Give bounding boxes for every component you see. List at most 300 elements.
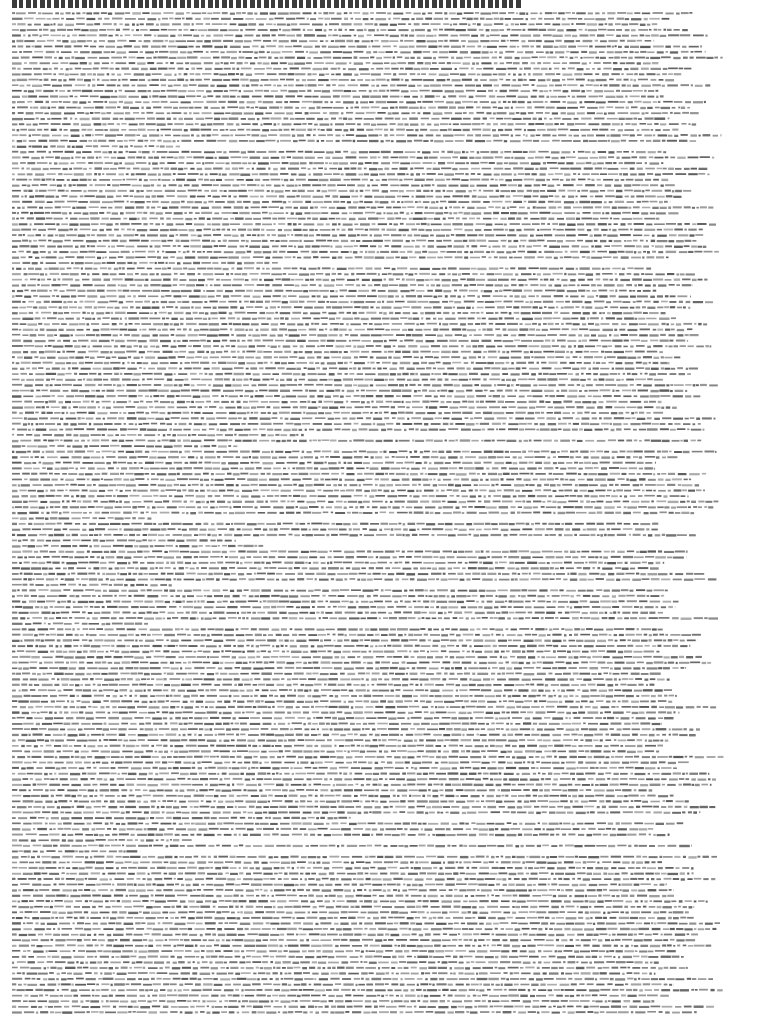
text-stroke — [575, 201, 578, 203]
text-stroke — [548, 174, 553, 176]
text-stroke — [324, 173, 332, 175]
text-stroke — [458, 107, 465, 109]
text-stroke — [550, 101, 560, 103]
text-stroke — [314, 124, 318, 126]
text-stroke — [483, 201, 490, 203]
text-stroke — [573, 323, 580, 325]
text-stroke — [596, 295, 598, 297]
text-stroke — [136, 162, 147, 164]
text-stroke — [368, 284, 373, 286]
text-stroke — [81, 273, 86, 275]
text-stroke — [493, 112, 496, 114]
text-stroke — [318, 12, 321, 14]
text-stroke — [292, 157, 303, 159]
text-stroke — [548, 307, 554, 309]
text-stroke — [424, 212, 435, 214]
text-stroke — [483, 118, 487, 120]
text-stroke — [280, 62, 287, 64]
text-stroke — [667, 273, 674, 275]
text-stroke — [12, 329, 18, 331]
text-stroke — [272, 262, 278, 264]
text-stroke — [399, 284, 408, 286]
text-stroke — [235, 290, 245, 292]
text-stroke — [615, 345, 622, 347]
text-stroke — [554, 201, 561, 203]
text-stroke — [271, 190, 273, 192]
text-stroke — [518, 173, 524, 175]
text-stroke — [364, 29, 367, 31]
text-stroke — [318, 301, 325, 303]
text-stroke — [472, 195, 477, 197]
text-stroke — [504, 296, 507, 298]
text-stroke — [482, 256, 486, 258]
text-stroke — [472, 273, 477, 275]
text-stroke — [374, 35, 384, 37]
text-stroke — [637, 134, 642, 136]
text-stroke — [99, 57, 109, 59]
text-stroke — [293, 256, 296, 258]
text-stroke — [114, 151, 117, 153]
text-stroke — [224, 90, 228, 92]
text-stroke — [353, 345, 356, 347]
text-stroke — [220, 190, 223, 192]
text-stroke — [169, 151, 179, 153]
text-stroke — [595, 196, 603, 198]
text-stroke — [640, 46, 651, 48]
text-stroke — [245, 207, 249, 209]
text-stroke — [190, 29, 194, 31]
text-stroke — [168, 79, 176, 81]
text-stroke — [216, 295, 221, 297]
text-stroke — [284, 129, 290, 131]
text-stroke — [259, 107, 267, 109]
text-stroke — [476, 106, 480, 108]
text-stroke — [265, 290, 272, 292]
text-stroke — [338, 85, 345, 87]
text-stroke — [309, 235, 314, 237]
text-stroke — [657, 295, 663, 297]
text-stroke — [480, 101, 489, 103]
text-stroke — [41, 284, 50, 286]
text-stroke — [189, 340, 199, 342]
text-stroke — [691, 246, 697, 248]
text-stroke — [621, 256, 629, 258]
text-stroke — [223, 23, 227, 25]
text-stroke — [442, 85, 452, 87]
text-stroke — [390, 107, 394, 109]
text-stroke — [181, 240, 190, 242]
text-stroke — [525, 323, 531, 325]
text-stroke — [235, 312, 246, 314]
text-stroke — [72, 34, 77, 36]
text-stroke — [35, 317, 41, 319]
text-stroke — [85, 318, 91, 320]
text-stroke — [319, 284, 322, 286]
text-stroke — [493, 218, 498, 220]
text-stroke — [40, 251, 46, 253]
text-stroke — [241, 234, 245, 236]
text-stroke — [455, 334, 462, 336]
text-stroke — [364, 201, 373, 203]
text-stroke — [407, 301, 416, 303]
text-stroke — [133, 34, 142, 36]
text-stroke — [223, 79, 230, 81]
text-stroke — [408, 318, 412, 320]
text-stroke — [127, 346, 132, 348]
text-stroke — [482, 340, 492, 342]
text-stroke — [633, 90, 643, 92]
text-stroke — [149, 134, 159, 136]
text-stroke — [625, 46, 629, 48]
text-stroke — [525, 173, 530, 175]
text-stroke — [392, 112, 399, 114]
text-stroke — [638, 118, 642, 120]
text-stroke — [554, 295, 563, 297]
text-stroke — [529, 345, 540, 347]
text-stroke — [82, 135, 84, 137]
text-stroke — [186, 312, 191, 314]
text-stroke — [365, 251, 367, 253]
text-stroke — [460, 74, 466, 76]
text-stroke — [394, 212, 398, 214]
text-stroke — [274, 57, 278, 59]
text-stroke — [144, 179, 148, 181]
text-stroke — [653, 329, 657, 331]
text-stroke — [327, 301, 330, 303]
text-stroke — [107, 184, 110, 186]
text-stroke — [364, 173, 369, 175]
text-stroke — [688, 123, 690, 125]
text-stroke — [374, 284, 380, 286]
text-stroke — [88, 140, 92, 142]
text-stroke — [88, 162, 93, 164]
text-stroke — [66, 234, 76, 236]
text-stroke — [518, 101, 525, 103]
text-stroke — [265, 301, 270, 303]
text-stroke — [663, 129, 670, 131]
text-stroke — [580, 251, 590, 253]
text-stroke — [495, 90, 497, 92]
text-stroke — [166, 318, 169, 320]
text-stroke — [55, 234, 58, 236]
text-stroke — [399, 229, 409, 231]
text-stroke — [461, 40, 466, 42]
text-stroke — [391, 245, 401, 247]
text-stroke — [65, 151, 74, 153]
text-stroke — [188, 46, 193, 48]
text-stroke — [645, 40, 652, 42]
text-stroke — [379, 24, 388, 26]
text-stroke — [371, 106, 380, 108]
text-stroke — [604, 245, 610, 247]
text-stroke — [305, 245, 310, 247]
text-stroke — [438, 162, 445, 164]
text-stroke — [138, 151, 141, 153]
text-stroke — [246, 179, 253, 181]
text-stroke — [295, 279, 303, 281]
text-stroke — [296, 79, 299, 81]
text-stroke — [477, 301, 484, 303]
text-stroke — [127, 262, 132, 264]
text-stroke — [345, 334, 349, 336]
text-stroke — [59, 234, 65, 236]
text-stroke — [310, 279, 314, 281]
text-stroke — [271, 323, 278, 325]
text-stroke — [303, 223, 314, 225]
text-stroke — [576, 12, 585, 14]
text-stroke — [531, 13, 538, 15]
text-stroke — [64, 312, 69, 314]
text-stroke — [521, 90, 530, 92]
text-stroke — [302, 184, 311, 186]
text-stroke — [309, 174, 311, 176]
text-stroke — [465, 229, 473, 231]
text-stroke — [595, 18, 605, 20]
text-stroke — [660, 340, 669, 342]
text-stroke — [631, 196, 635, 198]
text-stroke — [639, 156, 646, 158]
text-stroke — [48, 190, 57, 192]
text-stroke — [480, 34, 484, 36]
text-stroke — [296, 18, 305, 20]
text-stroke — [685, 334, 689, 336]
text-stroke — [368, 251, 375, 253]
text-stroke — [259, 24, 264, 26]
text-stroke — [560, 257, 563, 259]
text-stroke — [216, 179, 222, 181]
text-stroke — [80, 95, 88, 97]
text-stroke — [509, 312, 512, 314]
text-stroke — [430, 129, 439, 131]
text-stroke — [222, 107, 225, 109]
text-stroke — [150, 68, 157, 70]
text-stroke — [549, 90, 551, 92]
text-stroke — [78, 340, 88, 342]
text-stroke — [672, 129, 678, 131]
text-stroke — [130, 290, 140, 292]
text-stroke — [491, 29, 499, 31]
text-stroke — [284, 101, 288, 103]
text-stroke — [167, 223, 174, 225]
text-stroke — [190, 168, 194, 170]
text-stroke — [117, 134, 123, 136]
text-stroke — [265, 140, 275, 142]
text-stroke — [629, 140, 638, 142]
text-stroke — [401, 201, 403, 203]
text-stroke — [703, 323, 707, 325]
text-stroke — [167, 112, 170, 114]
text-stroke — [183, 268, 187, 270]
text-stroke — [140, 23, 144, 25]
text-stroke — [12, 168, 19, 170]
text-stroke — [390, 134, 395, 136]
text-stroke — [242, 162, 247, 164]
text-stroke — [468, 40, 479, 42]
text-stroke — [455, 140, 464, 142]
text-stroke — [115, 68, 119, 70]
text-stroke — [351, 196, 358, 198]
text-stroke — [645, 273, 653, 275]
text-stroke — [130, 79, 138, 81]
text-stroke — [253, 201, 260, 203]
text-stroke — [237, 340, 240, 342]
text-stroke — [157, 206, 161, 208]
text-stroke — [592, 251, 596, 253]
text-stroke — [261, 273, 270, 275]
text-stroke — [694, 251, 702, 253]
text-stroke — [413, 51, 421, 53]
text-stroke — [33, 124, 38, 126]
text-stroke — [239, 195, 248, 197]
text-stroke — [158, 35, 169, 37]
text-stroke — [647, 51, 654, 53]
text-stroke — [336, 290, 338, 292]
text-stroke — [246, 306, 253, 308]
text-stroke — [470, 257, 480, 259]
text-stroke — [494, 23, 503, 25]
text-stroke — [272, 284, 282, 286]
text-stroke — [12, 195, 19, 197]
text-stroke — [141, 168, 150, 170]
text-stroke — [219, 245, 226, 247]
text-stroke — [355, 256, 363, 258]
text-stroke — [340, 196, 350, 198]
text-stroke — [443, 135, 454, 137]
text-stroke — [50, 112, 61, 114]
text-stroke — [342, 35, 351, 37]
text-stroke — [410, 290, 414, 292]
text-stroke — [634, 12, 640, 14]
text-stroke — [70, 273, 79, 275]
text-stroke — [412, 334, 423, 336]
text-stroke — [539, 307, 542, 309]
text-stroke — [600, 240, 606, 242]
text-stroke — [298, 151, 304, 153]
text-stroke — [601, 317, 603, 319]
text-stroke — [417, 206, 424, 208]
text-stroke — [188, 334, 198, 336]
text-stroke — [56, 295, 59, 297]
text-stroke — [500, 90, 507, 92]
text-stroke — [235, 329, 245, 331]
text-stroke — [231, 156, 242, 158]
text-stroke — [61, 273, 69, 275]
text-stroke — [547, 162, 557, 164]
text-stroke — [622, 268, 625, 270]
text-stroke — [358, 35, 364, 37]
text-stroke — [674, 73, 682, 75]
text-stroke — [616, 90, 620, 92]
text-stroke — [669, 340, 673, 342]
text-stroke — [705, 84, 710, 86]
text-stroke — [104, 51, 111, 53]
text-stroke — [54, 334, 57, 336]
text-stroke — [85, 256, 95, 258]
text-stroke — [454, 301, 461, 303]
text-stroke — [396, 140, 406, 142]
text-stroke — [404, 323, 414, 325]
text-stroke — [50, 29, 55, 31]
text-stroke — [128, 317, 139, 319]
text-stroke — [295, 107, 299, 109]
text-stroke — [653, 46, 664, 48]
text-stroke — [302, 317, 311, 319]
text-stroke — [543, 323, 547, 325]
text-stroke — [309, 290, 319, 292]
text-stroke — [562, 196, 565, 198]
text-stroke — [256, 35, 260, 37]
text-stroke — [58, 278, 61, 280]
text-stroke — [187, 201, 194, 203]
text-stroke — [481, 290, 483, 292]
text-stroke — [221, 279, 231, 281]
text-stroke — [609, 334, 611, 336]
text-stroke — [190, 62, 201, 64]
text-stroke — [578, 234, 588, 236]
text-stroke — [206, 290, 214, 292]
text-stroke — [268, 151, 276, 153]
text-stroke — [519, 245, 521, 247]
text-stroke — [94, 162, 103, 164]
text-stroke — [207, 334, 218, 336]
text-stroke — [27, 206, 37, 208]
text-stroke — [542, 329, 548, 331]
text-stroke — [612, 268, 621, 270]
text-stroke — [596, 345, 601, 347]
text-stroke — [196, 40, 202, 42]
text-stroke — [658, 134, 668, 136]
text-stroke — [102, 118, 110, 120]
text-stroke — [678, 223, 682, 225]
text-stroke — [613, 162, 616, 164]
text-stroke — [199, 334, 206, 336]
text-stroke — [598, 29, 606, 31]
text-stroke — [162, 223, 164, 225]
text-stroke — [462, 151, 465, 153]
text-stroke — [512, 290, 522, 292]
text-stroke — [111, 74, 114, 76]
text-stroke — [630, 112, 639, 114]
text-stroke — [594, 229, 599, 231]
text-stroke — [126, 212, 135, 214]
text-stroke — [433, 57, 436, 59]
text-stroke — [413, 218, 423, 220]
text-stroke — [561, 307, 564, 309]
text-stroke — [245, 279, 249, 281]
text-stroke — [66, 290, 76, 292]
text-stroke — [636, 306, 641, 308]
text-stroke — [251, 129, 260, 131]
text-stroke — [390, 318, 399, 320]
text-stroke — [51, 301, 62, 303]
text-stroke — [123, 218, 127, 220]
text-stroke — [617, 12, 626, 14]
text-stroke — [12, 90, 22, 92]
text-stroke — [132, 185, 142, 187]
text-stroke — [136, 118, 146, 120]
text-stroke — [681, 107, 685, 109]
text-stroke — [644, 218, 655, 220]
text-stroke — [618, 251, 625, 253]
text-stroke — [49, 306, 58, 308]
text-stroke — [34, 223, 43, 225]
text-stroke — [299, 296, 309, 298]
text-stroke — [347, 201, 351, 203]
text-stroke — [229, 84, 239, 86]
text-stroke — [12, 84, 18, 86]
text-stroke — [70, 118, 72, 120]
text-stroke — [336, 73, 341, 75]
